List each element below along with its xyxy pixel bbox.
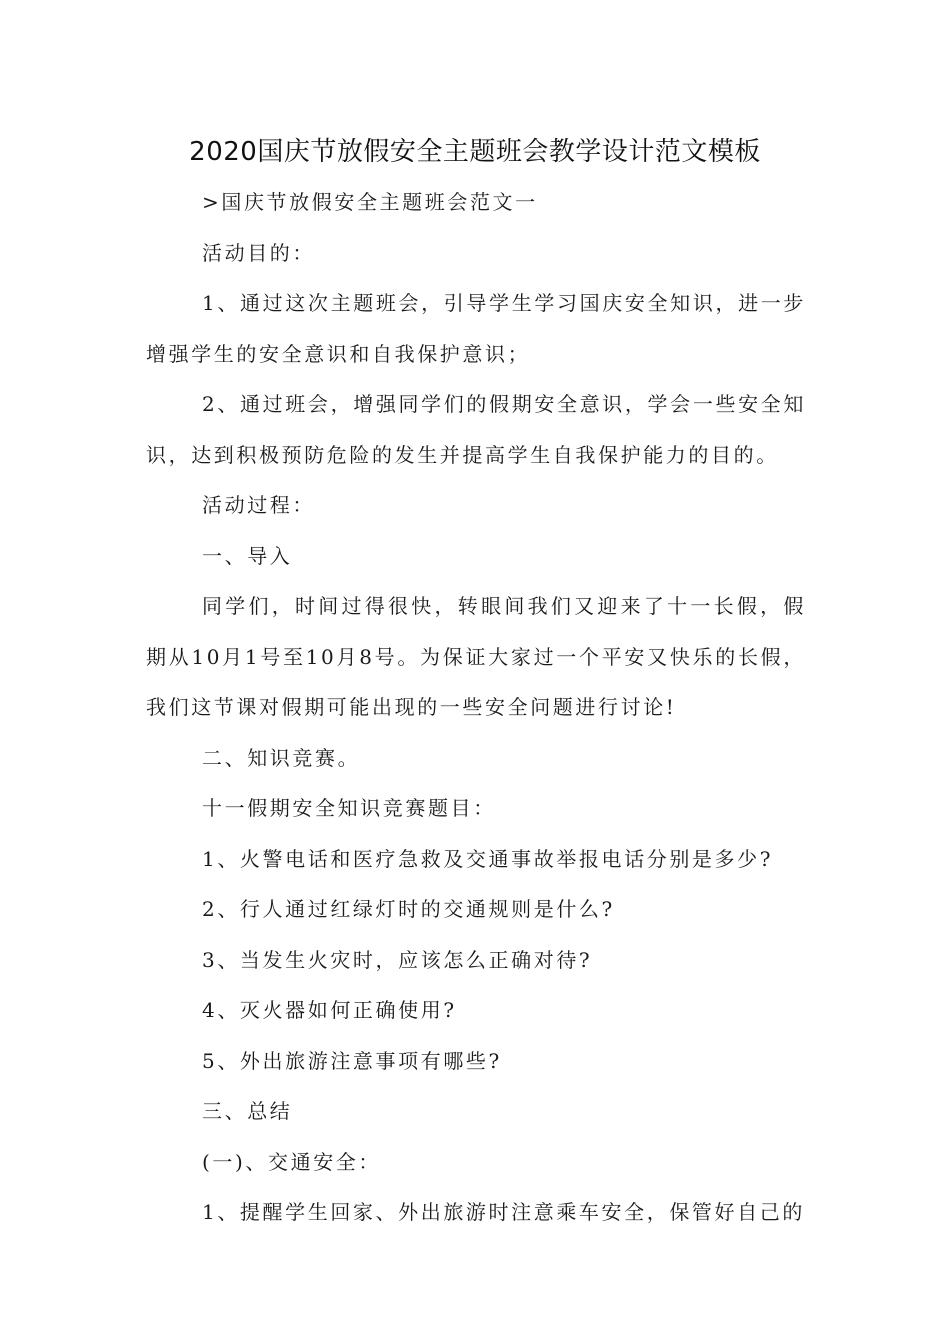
paragraph: 十一假期安全知识竞赛题目： bbox=[202, 796, 496, 820]
paragraph: 活动过程： bbox=[202, 493, 315, 517]
document-title: 2020国庆节放假安全主题班会教学设计范文模板 bbox=[189, 137, 761, 167]
list-item: 2、行人通过红绿灯时的交通规则是什么? bbox=[202, 897, 615, 921]
paragraph: 2、通过班会，增强同学们的假期安全意识，学会一些安全知识，达到积极预防危险的发生并提高学生自我保护能力的目的。 bbox=[146, 392, 806, 467]
paragraph: (一)、交通安全： bbox=[202, 1149, 382, 1174]
paragraph: 1、通过这次主题班会，引导学生学习国庆安全知识，进一步增强学生的安全意识和自我保护意识； bbox=[146, 291, 806, 366]
list-item: 1、提醒学生回家、外出旅游时注意乘车安全，保管好自己的 bbox=[202, 1200, 805, 1224]
paragraph: 活动目的： bbox=[202, 240, 315, 265]
list-item: 1、火警电话和医疗急救及交通事故举报电话分别是多少? bbox=[202, 846, 774, 871]
paragraph: 三、总结 bbox=[202, 1099, 293, 1123]
list-item: 3、当发生火灾时，应该怎么正确对待? bbox=[202, 947, 593, 972]
paragraph: 一、导入 bbox=[202, 543, 293, 568]
section-heading: >国庆节放假安全主题班会范文一 bbox=[202, 190, 538, 214]
list-item: 4、灭火器如何正确使用? bbox=[202, 998, 457, 1022]
paragraph: 同学们，时间过得很快，转眼间我们又迎来了十一长假，假期从10月1号至10月8号。为保证大家过一个平安又快乐的长假，我们这节课对假期可能出现的一些安全问题进行讨论! bbox=[146, 594, 806, 719]
paragraph: 二、知识竞赛。 bbox=[202, 745, 361, 770]
list-item: 5、外出旅游注意事项有哪些? bbox=[202, 1048, 502, 1073]
document-body bbox=[146, 177, 806, 1238]
